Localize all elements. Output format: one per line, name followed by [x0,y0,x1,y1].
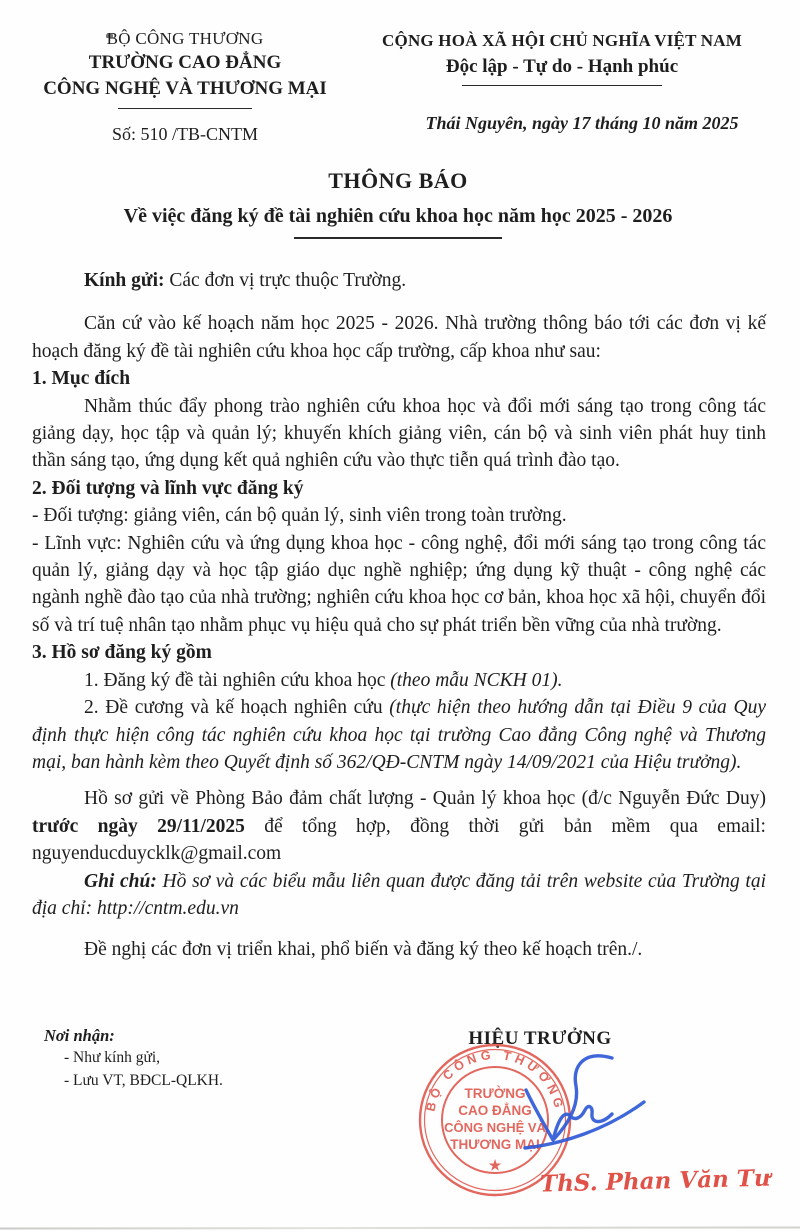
section3-item2-text: 2. Đề cương và kế hoạch nghiên cứu [84,697,390,719]
submission-paragraph [32,785,766,867]
intro-paragraph: Căn cứ vào kế hoạch năm học 2025 - 2026. Nhà trường thông báo tới các đơn vị kế hoạch đăng ký đề tài nghiên cứu khoa học cấp trường, cấp khoa như sau: [32,313,766,362]
title-underline [294,237,502,239]
stamp-line-4: THƯƠNG MẠI [450,1137,540,1152]
section3-item1-note: (theo mẫu NCKH 01). [390,669,563,691]
section3-heading: 3. Hồ sơ đăng ký gồm [32,642,212,664]
stamp-line-2: CAO ĐẲNG [458,1103,532,1118]
stamp-line-1: TRƯỜNG [464,1086,526,1101]
signer-position-title: HIỆU TRƯỞNG [468,1028,612,1049]
note-paragraph [32,868,766,923]
section3-item2 [32,694,766,776]
motto-underline [462,85,662,86]
document-title-block [30,168,766,239]
section1-heading: 1. Mục đích [32,368,131,390]
stamp-ring-text: BỘ CÔNG THƯƠNG [423,1047,567,1113]
section3-item1 [32,667,766,694]
submission-pre: Hồ sơ gửi về Phòng Bảo đảm chất lượng - Quản lý khoa học (đ/c Nguyễn Đức Duy) [84,788,766,810]
section2-item-subjects: - Đối tượng: giảng viên, cán bộ quản lý, sinh viên trong toàn trường. [32,505,567,527]
submission-post: để tổng hợp, đồng thời gửi bản mềm qua email: nguyenducduycklk@gmail.com [32,815,766,865]
stamp-line-3: CÔNG NGHỆ VÀ [444,1120,546,1135]
document-number: Số: 510 /TB-CNTM [111,123,258,144]
stamp-star-icon: ★ [488,1157,502,1173]
recipients-label: Nơi nhận: [44,1026,115,1045]
note-label: Ghi chú: [84,870,157,892]
scan-bottom-edge [0,1226,800,1229]
submission-deadline: trước ngày 29/11/2025 [32,815,245,837]
header-national-motto [352,30,772,135]
place-and-date: Thái Nguyên, ngày 17 tháng 10 năm 2025 [425,112,739,133]
org-underline [118,108,252,109]
salutation-label: Kính gửi: [84,270,165,291]
header-issuing-org [20,28,350,146]
recipients-block [44,1026,223,1092]
national-title: CỘNG HOÀ XÃ HỘI CHỦ NGHĨA VIỆT NAM [382,31,742,50]
org-name-line1: TRƯỜNG CAO ĐẲNG [88,52,282,74]
recipient-item: - Lưu VT, BĐCL-QLKH. [64,1072,223,1089]
document-body [32,267,766,964]
closing-paragraph: Đề nghị các đơn vị triển khai, phổ biến và đăng ký theo kế hoạch trên./. [84,939,643,961]
section3-item1-text: 1. Đăng ký đề tài nghiên cứu khoa học [84,669,391,691]
section2-heading: 2. Đối tượng và lĩnh vực đăng ký [32,477,304,499]
handwritten-signature [520,1052,650,1152]
note-text: Hồ sơ và các biểu mẫu liên quan được đăng tải trên website của Trường tại địa chỉ: http://cntm.edu.vn [32,870,767,919]
ministry-name: BỘ CÔNG THƯƠNG [106,29,264,48]
document-subtitle: Về việc đăng ký đề tài nghiên cứu khoa học năm học 2025 - 2026 [123,205,673,227]
section2-item-fields: - Lĩnh vực: Nghiên cứu và ứng dụng khoa học - công nghệ, đổi mới sáng tạo trong công tác quản lý, giảng dạy và học tập giáo dục nghề nghiệp; ứng dụng kỹ thuật - công nghệ các ngành nghề đào tạo của nhà trường; nghiên cứu khoa học cơ bản, khoa học xã hội, chuyển đổi số và trí tuệ nhân tạo nhằm phục vụ hiệu quả cho sự phát triển bền vững của nhà trường. [32,532,766,636]
salutation-text: Các đơn vị trực thuộc Trường. [164,270,407,291]
org-name-line2: CÔNG NGHỆ VÀ THƯƠNG MẠI [43,77,327,99]
section1-paragraph: Nhằm thúc đẩy phong trào nghiên cứu khoa học và đổi mới sáng tạo trong công tác giảng dạy, học tập và quản lý; khuyến khích giảng viên, cán bộ và sinh viên phát huy tinh thần sáng tạo, ứng dụng kết quả nghiên cứu vào thực tiễn quá trình đào tạo. [32,395,766,472]
recipient-item: - Như kính gửi, [64,1049,161,1066]
section3-item2-note: (thực hiện theo hướng dẫn tại Điều 9 của Quy định thực hiện công tác nghiên cứu khoa học tại trường Cao đẳng Công nghệ và Thương mại, ban hành kèm theo Quyết định số 362/QĐ-CNTM ngày 14/09/2021 của Hiệu trưởng). [32,697,766,773]
national-motto: Độc lập - Tự do - Hạnh phúc [445,56,679,78]
signer-name: ThS. Phan Văn Tư [539,1164,771,1198]
salutation [32,267,766,294]
document-title: THÔNG BÁO [328,168,468,193]
